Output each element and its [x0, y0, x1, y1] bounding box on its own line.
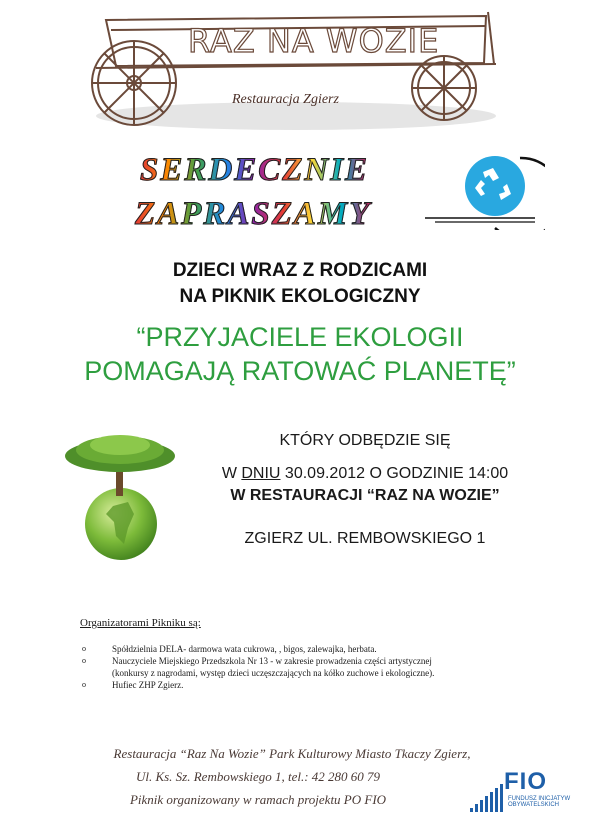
event-address: ZGIERZ UL. REMBOWSKIEGO 1	[244, 530, 486, 547]
subheading-line-1: DZIECI WRAZ Z RODZICAMI	[172, 260, 428, 281]
list-item-continuation: (konkursy z nagrodami, występ dzieci uczęszczających na kółko zuchowe i ekologiczne).	[112, 668, 435, 678]
headline-line-1: SERDECZNIE	[140, 152, 370, 188]
slogan-line-1: “PRZYJACIELE EKOLOGII	[136, 322, 464, 352]
list-item: o Spółdzielnia DELA- darmowa wata cukrowa, , bigos, zalewajka, herbata.	[82, 644, 377, 654]
event-date	[180, 465, 550, 483]
footer-line-1: Restauracja “Raz Na Wozie” Park Kulturowy Miasto Tkaczy Zgierz,	[113, 746, 471, 761]
logo-subtitle: Restauracja Zgierz	[232, 92, 339, 107]
event-intro: KTÓRY ODBĘDZIE SIĘ	[279, 432, 451, 449]
organizers-title: Organizatorami Pikniku są:	[80, 617, 201, 629]
date-rest: 30.09.2012 O GODZINIE 14:00	[280, 465, 509, 482]
fio-logo-subtitle: FUNDUSZ INICJATYW OBYWATELSKICH	[508, 796, 571, 808]
recycle-icon	[425, 150, 545, 230]
list-item: o Nauczyciele Miejskiego Przedszkola Nr 13 - w zakresie prowadzenia części artystycznej	[82, 656, 432, 666]
bullet-icon: o	[82, 656, 86, 665]
fio-logo-word: FIO	[504, 768, 547, 795]
organizers-list	[82, 643, 434, 691]
event-venue: W RESTAURACJI “RAZ NA WOZIE”	[230, 487, 500, 504]
footer-line-3: Piknik organizowany w ramach projektu PO FIO	[129, 792, 387, 807]
tree-globe-image	[58, 428, 184, 560]
headline-line-2: ZAPRASZAMY	[135, 196, 372, 232]
subheading-line-2: NA PIKNIK EKOLOGICZNY	[179, 286, 421, 307]
list-item: o Hufiec ZHP Zgierz.	[82, 680, 184, 690]
slogan-line-2: POMAGAJĄ RATOWAĆ PLANETĘ”	[84, 356, 516, 386]
date-underlined: DNIU	[241, 465, 281, 482]
logo-title: RAZ NA WOZIE	[188, 22, 440, 60]
date-prefix: W	[221, 465, 242, 482]
bullet-icon: o	[82, 644, 86, 653]
bullet-icon: o	[82, 680, 86, 689]
footer-line-2: Ul. Ks. Sz. Rembowskiego 1, tel.: 42 280 60 79	[135, 769, 381, 784]
